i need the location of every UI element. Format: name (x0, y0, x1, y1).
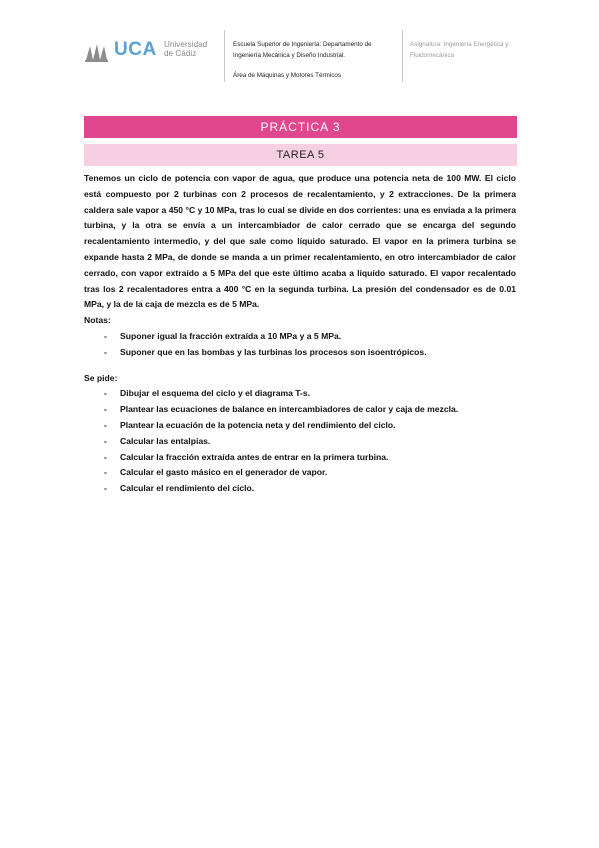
list-item-text: Plantear la ecuación de la potencia neta y del rendimiento del ciclo. (120, 419, 396, 430)
list-item (84, 434, 516, 450)
list-item (84, 418, 516, 434)
header-divider (224, 30, 225, 82)
dash-bullet: - (104, 330, 107, 341)
area-text: Área de Máquinas y Motores Térmicos (233, 72, 342, 79)
dash-bullet: - (104, 419, 107, 430)
dash-bullet: - (104, 483, 107, 494)
notes-list (84, 329, 516, 361)
list-item (84, 329, 516, 345)
list-item (84, 386, 516, 402)
university-name (164, 40, 207, 58)
list-item-text: Plantear las ecuaciones de balance en intercambiadores de calor y caja de mezcla. (120, 404, 459, 415)
list-item (84, 402, 516, 418)
subject-text: Asignatura: Ingeniería Energética y Fluidomecánica (410, 41, 509, 59)
asks-list (84, 386, 516, 497)
dash-bullet: - (104, 346, 107, 357)
list-item-text: Calcular el gasto másico en el generador de vapor. (120, 467, 328, 478)
list-item (84, 465, 516, 481)
list-item-text: Calcular las entalpías. (120, 435, 211, 446)
list-item-text: Suponer que en las bombas y las turbinas los procesos son isoentrópicos. (120, 346, 427, 357)
dash-bullet: - (104, 388, 107, 399)
page-header (84, 30, 534, 90)
department-text: Escuela Superior de Ingeniería: Departamento de Ingeniería Mecánica y Diseño Industrial. (233, 41, 372, 59)
asks-label: Se pide: (84, 372, 118, 383)
list-item-text: Calcular el rendimiento del ciclo. (120, 483, 255, 494)
dash-bullet: - (104, 404, 107, 415)
task-banner: TAREA 5 (84, 144, 517, 166)
list-item-text: Suponer igual la fracción extraída a 10 MPa y a 5 MPa. (120, 330, 342, 341)
list-item (84, 481, 516, 497)
dash-bullet: - (104, 467, 107, 478)
crest-icon (84, 40, 112, 64)
list-item (84, 345, 516, 361)
list-item-text: Calcular la fracción extraída antes de entrar en la primera turbina. (120, 451, 389, 462)
dash-bullet: - (104, 435, 107, 446)
logo-text: UCA (114, 39, 157, 60)
university-logo (84, 38, 224, 70)
problem-statement: Tenemos un ciclo de potencia con vapor de agua, que produce una potencia neta de 100 MW. El ciclo está compuesto por 2 turbinas con 2 procesos de recalentamiento, y 2 extracciones. De la primera caldera sale vapor a 450 °C y 10 MPa, tras lo cual se divide en dos corrientes: una es enviada a la primera turbina, y la otra se envía a un intercambiador de calor cerrado que se encarga del segundo recalentamiento intermedio, y del que sale como líquido saturado. El vapor en la primera turbina se expande hasta 2 MPa, de donde se manda a un primer recalentamiento, en otro intercambiador de calor cerrado, con vapor extraído a 5 MPa del que este último acaba a líquido saturado. El vapor recalentado tras los 2 recalentadores entra a 400 °C en la segunda turbina. La presión del condensador es de 0.01 MPa, y la de la caja de mezcla es de 5 MPa. (84, 173, 516, 310)
notes-label: Notas: (84, 315, 111, 326)
document-body (84, 171, 516, 497)
dash-bullet: - (104, 451, 107, 462)
university-name-line2: de Cádiz (164, 49, 197, 58)
university-name-line1: Universidad (164, 40, 208, 49)
list-item (84, 450, 516, 466)
header-divider (402, 30, 403, 82)
practice-banner: PRÁCTICA 3 (84, 116, 517, 138)
list-item-text: Dibujar el esquema del ciclo y el diagrama T-s. (120, 388, 311, 399)
